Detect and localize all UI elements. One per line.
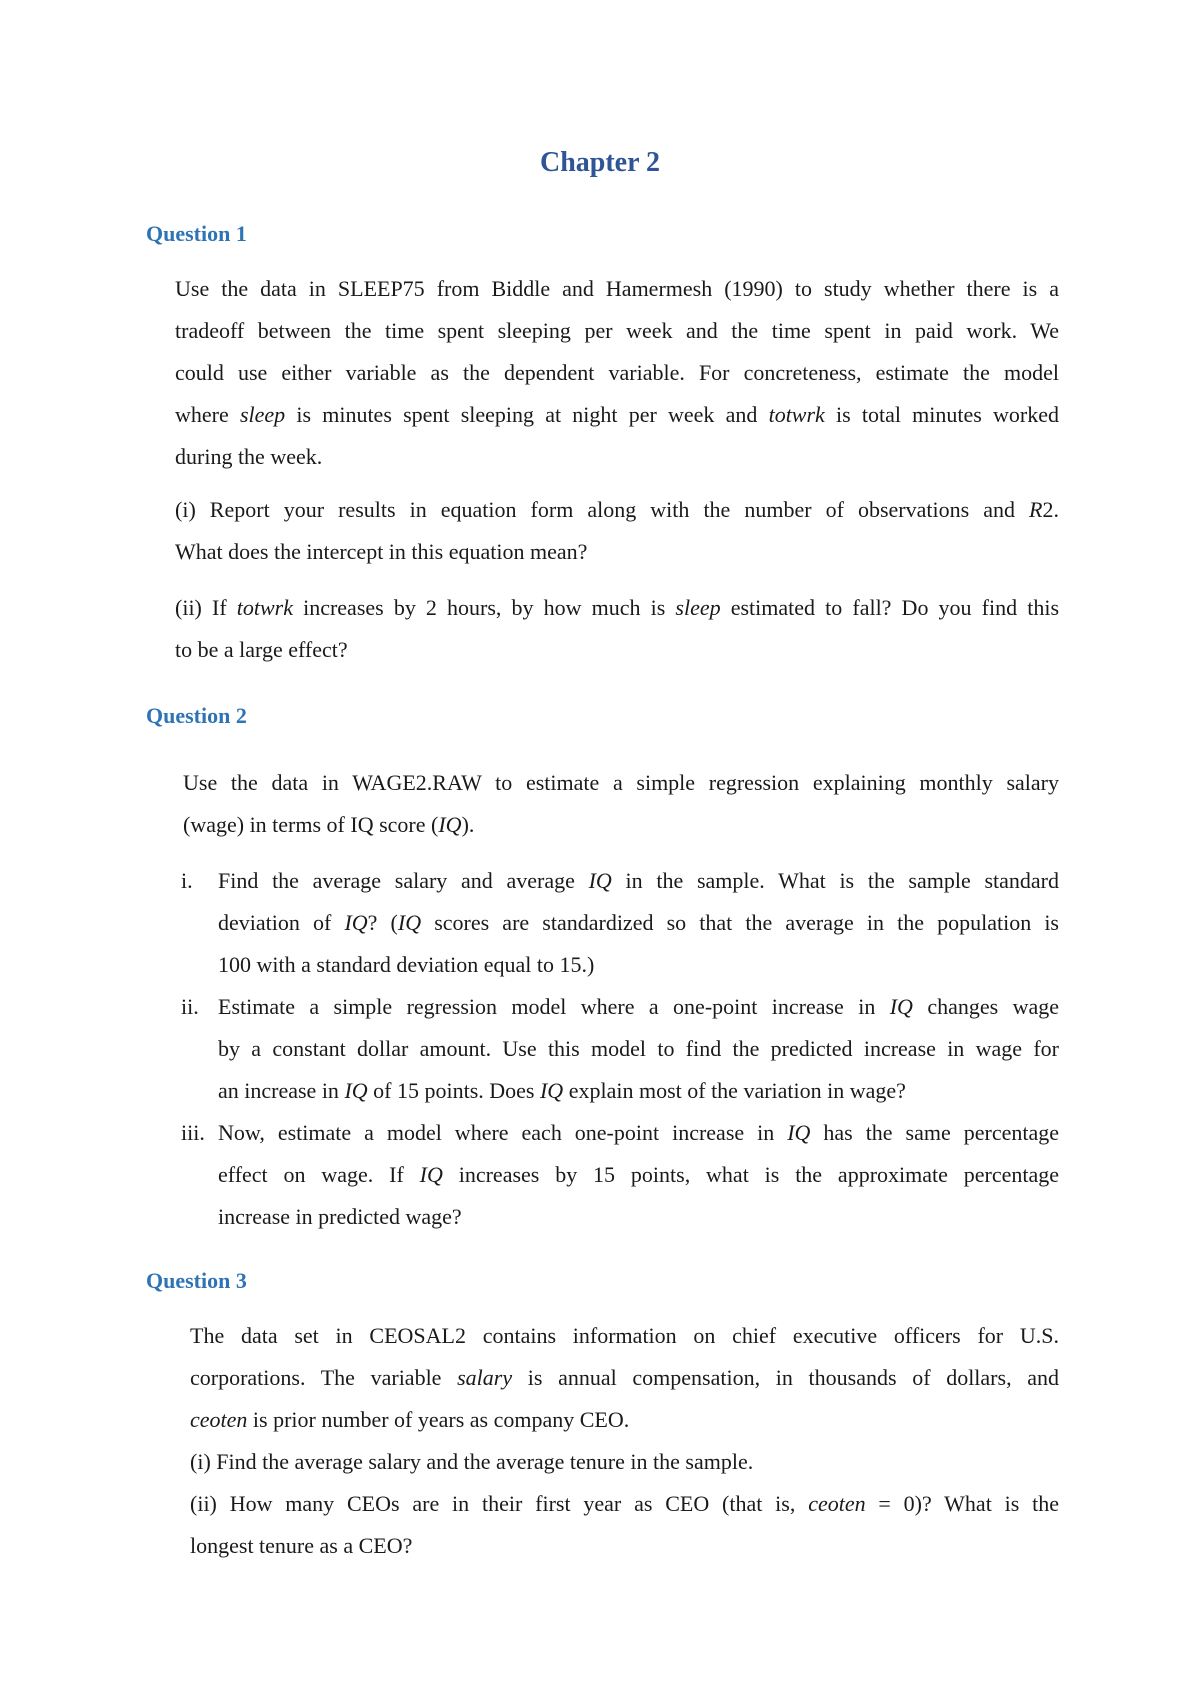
var-iq: IQ [787,1120,811,1145]
question-1-heading: Question 1 [146,221,247,246]
var-ceoten: ceoten [190,1407,248,1432]
q2-item-i-line-3: 100 with a standard deviation equal to 15.) [218,952,595,977]
chapter-title: Chapter 2 [539,147,661,178]
var-iq: IQ [438,812,462,837]
q1-part-ii-line-1: (ii) If totwrk increases by 2 hours, by how much is sleep estimated to fall? Do you find this [175,595,1059,620]
q2-item-iii-line-1: Now, estimate a model where each one-point increase in IQ has the same percentage [218,1120,1059,1145]
q2-item-i-line-1: Find the average salary and average IQ in the sample. What is the sample standard [218,868,1059,893]
q2-item-ii-line-2: by a constant dollar amount. Use this model to find the predicted increase in wage for [218,1036,1059,1061]
var-iq: IQ [539,1078,564,1103]
q2-item-i-line-2: deviation of IQ? (IQ scores are standardized so that the average in the population is [218,910,1059,935]
q1-intro-line-4: where sleep is minutes spent sleeping at night per week and totwrk is total minutes worked [175,402,1060,427]
var-iq: IQ [397,910,422,935]
q1-part-i-line-1: (i) Report your results in equation form along with the number of observations and R2. [175,497,1059,522]
q2-intro-line-1: Use the data in WAGE2.RAW to estimate a simple regression explaining monthly salary [183,770,1059,795]
question-2-heading: Question 2 [146,703,247,728]
q1-intro-line-1: Use the data in SLEEP75 from Biddle and Hamermesh (1990) to study whether there is a [175,276,1059,301]
var-iq: IQ [344,910,368,935]
question-1-part-ii [175,587,1059,671]
question-3-heading: Question 3 [146,1268,247,1293]
var-iq: IQ [588,868,612,893]
q3-line-4: (i) Find the average salary and the average tenure in the sample. [190,1449,754,1474]
question-1-intro [175,268,1059,478]
var-totwrk: totwrk [768,402,825,427]
list-number: ii. [181,994,199,1019]
list-number: iii. [181,1120,205,1145]
q2-intro-line-2: (wage) in terms of IQ score (IQ). [183,812,475,837]
q2-list-item-i [181,860,1059,986]
var-sleep: sleep [239,402,286,427]
var-iq: IQ [889,994,913,1019]
question-1-part-i [175,489,1059,573]
q3-line-1: The data set in CEOSAL2 contains information on chief executive officers for U.S. [190,1323,1059,1348]
q1-intro-line-5: during the week. [175,444,323,469]
var-salary: salary [457,1365,513,1390]
q2-item-ii-line-3: an increase in IQ of 15 points. Does IQ explain most of the variation in wage? [218,1078,906,1103]
q2-item-ii-line-1: Estimate a simple regression model where a one-point increase in IQ changes wage [218,994,1059,1019]
q2-list-item-iii [181,1112,1059,1238]
question-2-intro [183,762,1059,846]
q2-item-iii-line-3: increase in predicted wage? [218,1204,462,1229]
q1-intro-line-2: tradeoff between the time spent sleeping per week and the time spent in paid work. We [175,318,1059,343]
q2-item-iii-line-2: effect on wage. If IQ increases by 15 points, what is the approximate percentage [218,1162,1059,1187]
var-totwrk: totwrk [236,595,293,620]
q3-line-6: longest tenure as a CEO? [190,1533,413,1558]
q3-line-5: (ii) How many CEOs are in their first year as CEO (that is, ceoten = 0)? What is the [190,1491,1060,1516]
q1-part-i-line-2: What does the intercept in this equation mean? [175,539,588,564]
question-3-body [190,1315,1059,1567]
var-ceoten: ceoten [808,1491,866,1516]
list-number: i. [181,868,193,893]
var-iq: IQ [419,1162,443,1187]
var-r: R [1029,497,1043,522]
var-sleep: sleep [675,595,721,620]
q1-part-ii-line-2: to be a large effect? [175,637,348,662]
q3-line-3: ceoten is prior number of years as company CEO. [190,1407,630,1432]
q1-intro-line-3: could use either variable as the dependent variable. For concreteness, estimate the model [175,360,1059,385]
q3-line-2: corporations. The variable salary is annual compensation, in thousands of dollars, and [190,1365,1059,1390]
var-iq: IQ [344,1078,368,1103]
q2-list-item-ii [181,986,1059,1112]
